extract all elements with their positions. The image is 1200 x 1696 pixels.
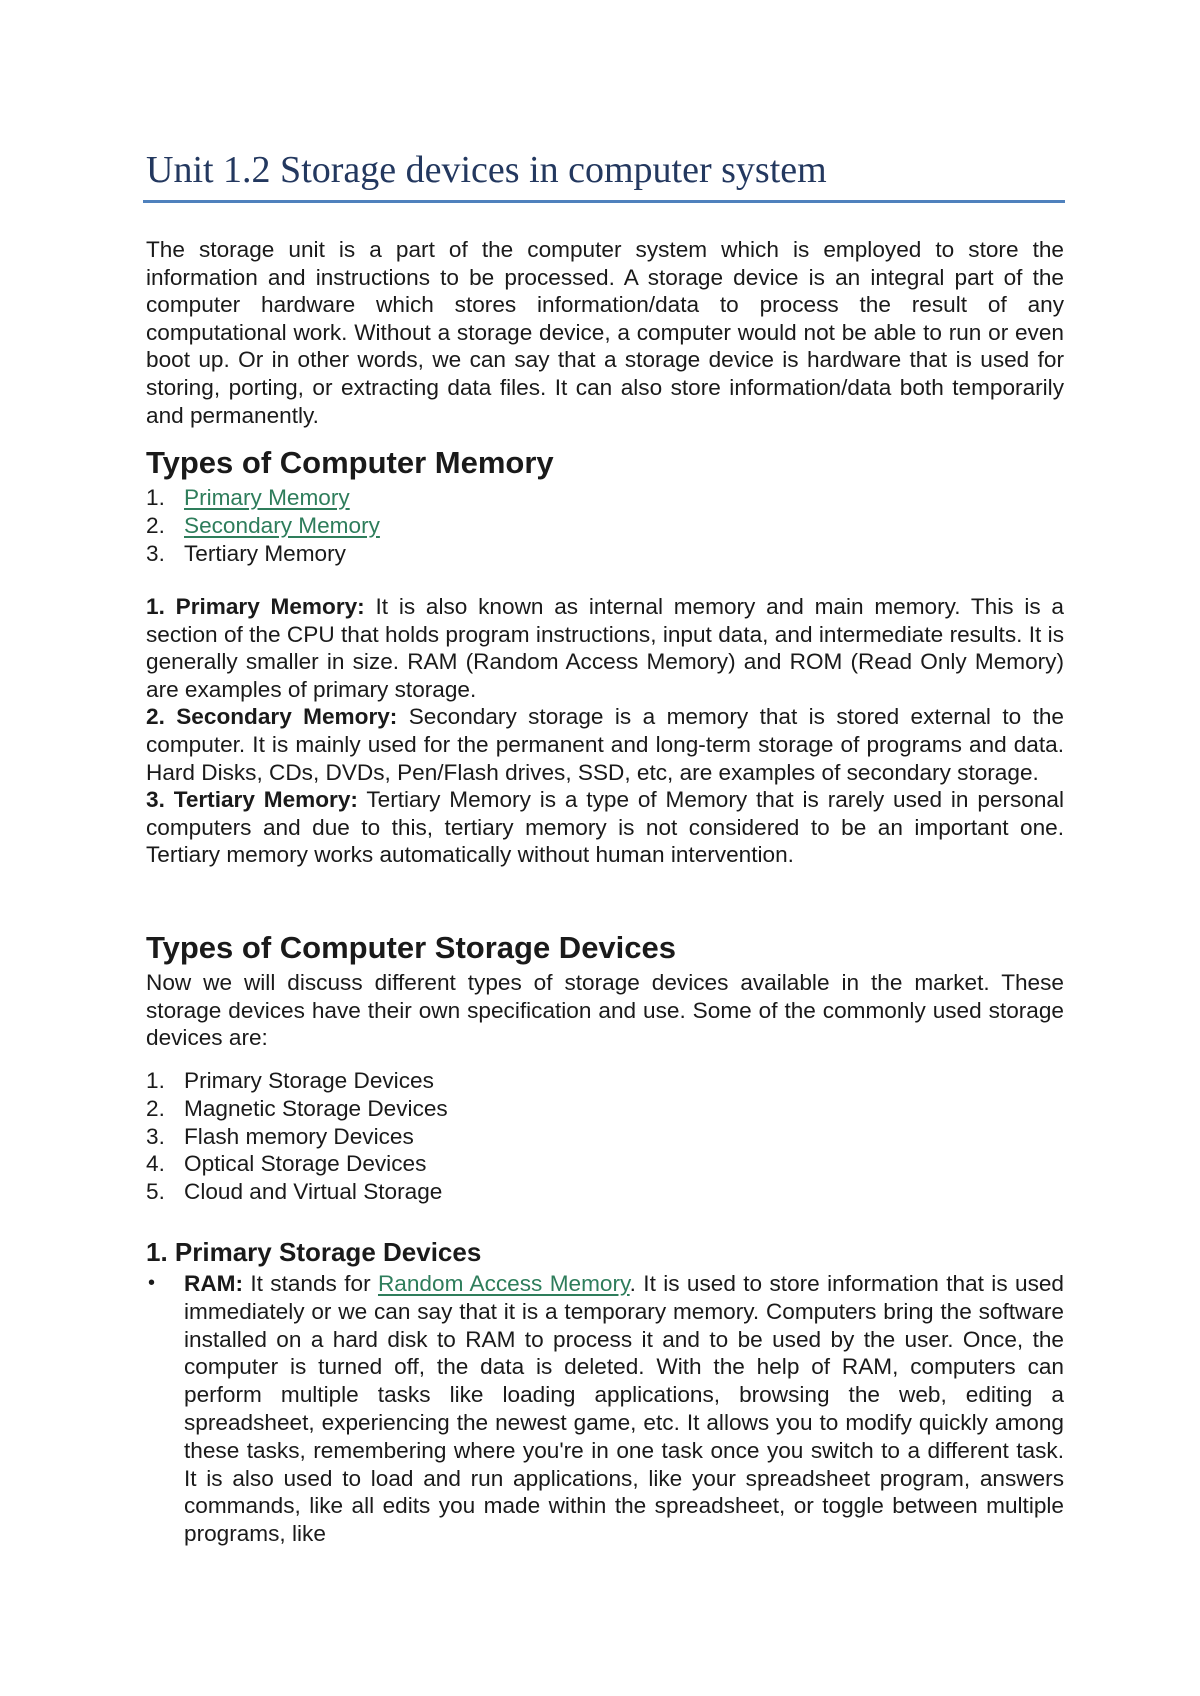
list-item-label: Tertiary Memory	[184, 540, 346, 566]
list-item[interactable]	[146, 512, 380, 540]
list-item	[146, 1095, 448, 1123]
heading-types-of-storage-devices: Types of Computer Storage Devices	[146, 930, 677, 965]
definition-term: 1. Primary Memory:	[146, 594, 365, 619]
ram-text-after: . It is used to store information that is used immediately or we can say that it is a temporary memory. Computers bring the software installed on a hard disk to RAM to process it and to be used by the user. Once, the computer is turned off, the data is deleted. With the help of RAM, computers can perform multiple tasks like loading applications, browsing the web, editing a spreadsheet, experiencing the newest game, etc. It allows you to modify quickly among these tasks, remembering where you're in one task once you switch to a different task. It is also used to load and run applications, like your spreadsheet program, answers commands, like all edits you made within the spreadsheet, or toggle between multiple programs, like	[184, 1271, 1064, 1547]
list-item-label: Optical Storage Devices	[184, 1151, 427, 1177]
list-number: 2.	[146, 1095, 165, 1121]
definition-text: Tertiary Memory is a type of Memory that is rarely used in personal computers and due to this, tertiary memory is not considered to be an important one. Tertiary memory works automatically without human intervention.	[146, 787, 1064, 868]
secondary-memory-link[interactable]: Secondary Memory	[184, 512, 380, 538]
bullet-icon: •	[148, 1272, 156, 1294]
list-number: 2.	[146, 512, 165, 538]
list-number: 1.	[146, 1068, 165, 1093]
list-number: 4.	[146, 1151, 165, 1177]
memory-types-list	[146, 484, 380, 567]
random-access-memory-link[interactable]: Random Access Memory	[377, 1271, 630, 1296]
definition-term: 3. Tertiary Memory:	[146, 787, 358, 813]
list-item	[146, 1067, 448, 1095]
list-number: 5.	[146, 1179, 165, 1205]
intro-paragraph	[146, 236, 1064, 429]
list-item-label: Flash memory Devices	[184, 1123, 414, 1149]
list-item	[146, 1178, 448, 1206]
devices-intro-text: Now we will discuss different types of storage devices available in the market. These storage devices have their own specification and use. Some of the commonly used storage devices are:	[146, 970, 1064, 1051]
list-item	[146, 1150, 448, 1178]
ram-text-before: It stands for	[242, 1271, 378, 1296]
heading-types-of-memory: Types of Computer Memory	[146, 445, 554, 480]
intro-text: The storage unit is a part of the computer system which is employed to store the information and instructions to be processed. A storage device is an integral part of the computer hardware which stores information/data to process the result of any computational work. Without a storage device, a computer would not be able to run or even boot up. Or in other words, we can say that a storage device is hardware that is used for storing, porting, or extracting data files. It can also store information/data both temporarily and permanently.	[146, 237, 1064, 428]
list-item[interactable]	[146, 484, 380, 512]
list-item-label: Magnetic Storage Devices	[184, 1095, 448, 1121]
definition-term: 2. Secondary Memory:	[146, 704, 398, 730]
list-item	[146, 540, 380, 568]
list-item	[146, 1123, 448, 1151]
devices-intro-paragraph	[146, 969, 1064, 1052]
definition-primary	[146, 593, 1064, 703]
ram-term: RAM:	[184, 1271, 243, 1296]
list-item-label: Cloud and Virtual Storage	[184, 1179, 443, 1205]
heading-primary-storage-devices: 1. Primary Storage Devices	[146, 1237, 482, 1267]
page-title: Unit 1.2 Storage devices in computer system	[146, 149, 827, 191]
storage-devices-list	[146, 1067, 448, 1206]
list-item-label: Primary Storage Devices	[184, 1068, 434, 1093]
list-number: 3.	[146, 1123, 165, 1149]
definition-text: Secondary storage is a memory that is stored external to the computer. It is mainly used for the permanent and long-term storage of programs and data. Hard Disks, CDs, DVDs, Pen/Flash drives, SSD, etc, are examples of secondary storage.	[146, 704, 1064, 785]
list-number: 3.	[146, 540, 165, 566]
list-number: 1.	[146, 485, 165, 510]
definition-secondary	[146, 703, 1064, 786]
definition-tertiary	[146, 786, 1064, 869]
list-item-ram	[146, 1270, 1064, 1548]
definition-text: It is also known as internal memory and main memory. This is a section of the CPU that holds program instructions, input data, and intermediate results. It is generally smaller in size. RAM (Random Access Memory) and ROM (Read Only Memory) are examples of primary storage.	[146, 594, 1065, 702]
primary-devices-list	[146, 1270, 1064, 1548]
title-underline	[143, 200, 1065, 203]
primary-memory-link[interactable]: Primary Memory	[184, 485, 350, 510]
memory-definitions	[146, 593, 1064, 869]
